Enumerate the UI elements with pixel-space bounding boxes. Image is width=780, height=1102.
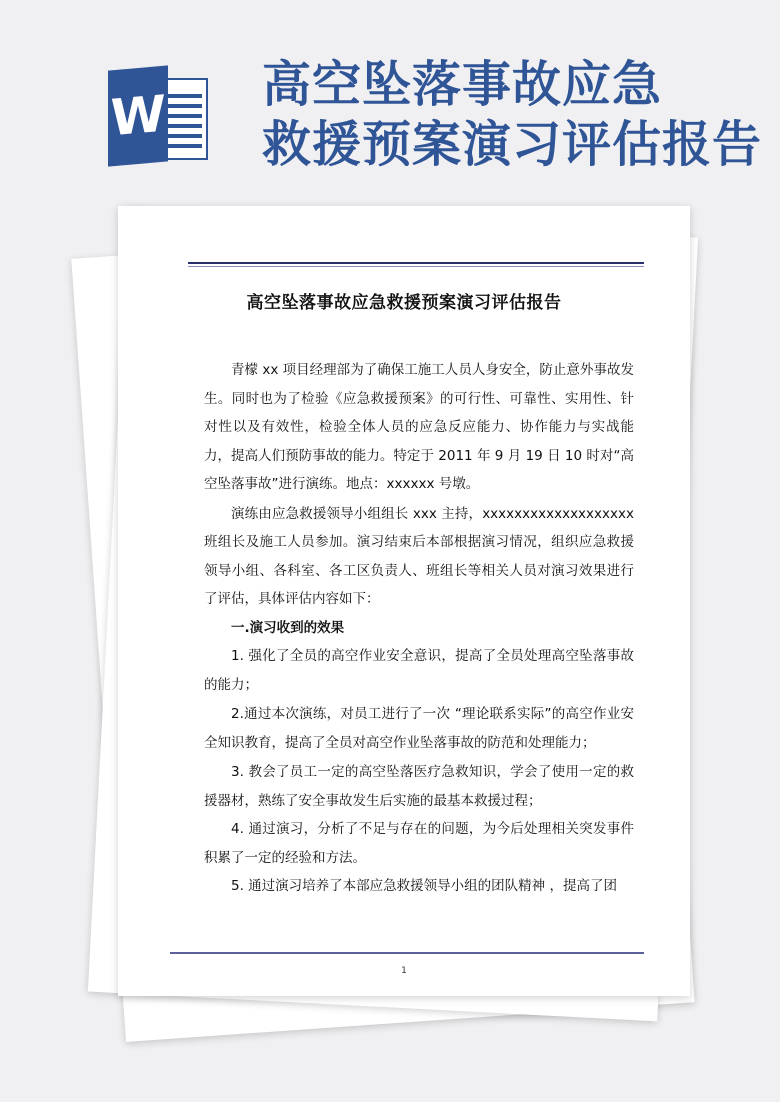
list-item: 4. 通过演习，分析了不足与存在的问题，为今后处理相关突发事件积累了一定的经验和方法。 [204,821,634,866]
document-title: 高空坠落事故应急救援预案演习评估报告 [246,293,562,313]
list-item: 1. 强化了全员的高空作业安全意识，提高了全员处理高空坠落事故的能力； [204,648,634,693]
paragraph: 青檬 xx 项目经理部为了确保工施工人员人身安全，防止意外事故发生。同时也为了检验《应急救援预案》的可行性、可靠性、实用性、针对性以及有效性，检验全体人员的应急反应能力、协作能力与实战能力，提高人们预防事故的能力。特定于 2011 年 9 月 19 日 10 时对“高空坠落事故”进行演练。地点：xxxxxx 号墩。 [204,362,634,492]
word-letter-icon: W [108,65,168,166]
banner-title [262,54,777,174]
word-doc-icon [108,68,212,164]
list-item: 5. 通过演习培养了本部应急救援领导小组的团队精神 ，提高了团 [231,878,617,894]
list-item: 2.通过本次演练，对员工进行了一次 “理论联系实际”的高空作业安全知识教育，提高了全员对高空作业坠落事故的防范和处理能力； [204,706,634,751]
document-body [204,356,634,901]
banner-title-line1: 高空坠落事故应急 [262,55,663,113]
banner [0,0,780,200]
header-rule-thin [188,266,644,267]
document-page [118,206,690,996]
paragraph: 演练由应急救援领导小组组长 xxx 主持，xxxxxxxxxxxxxxxxxxx 班组长及施工人员参加。演习结束后本部根据演习情况，组织应急救援领导小组、各科室、各工区负责人、班组长等相关人员对演习效果进行了评估，具体评估内容如下： [204,505,634,607]
list-item: 3. 教会了员工一定的高空坠落医疗急救知识，学会了使用一定的救援器材，熟练了安全事故发生后实施的最基本救援过程； [204,764,634,809]
footer-rule [170,952,644,954]
section-heading: 一.演习收到的效果 [231,619,345,636]
banner-title-line2: 救援预案演习评估报告 [262,115,763,173]
header-rule [188,262,644,264]
page-number: 1 [401,966,407,976]
